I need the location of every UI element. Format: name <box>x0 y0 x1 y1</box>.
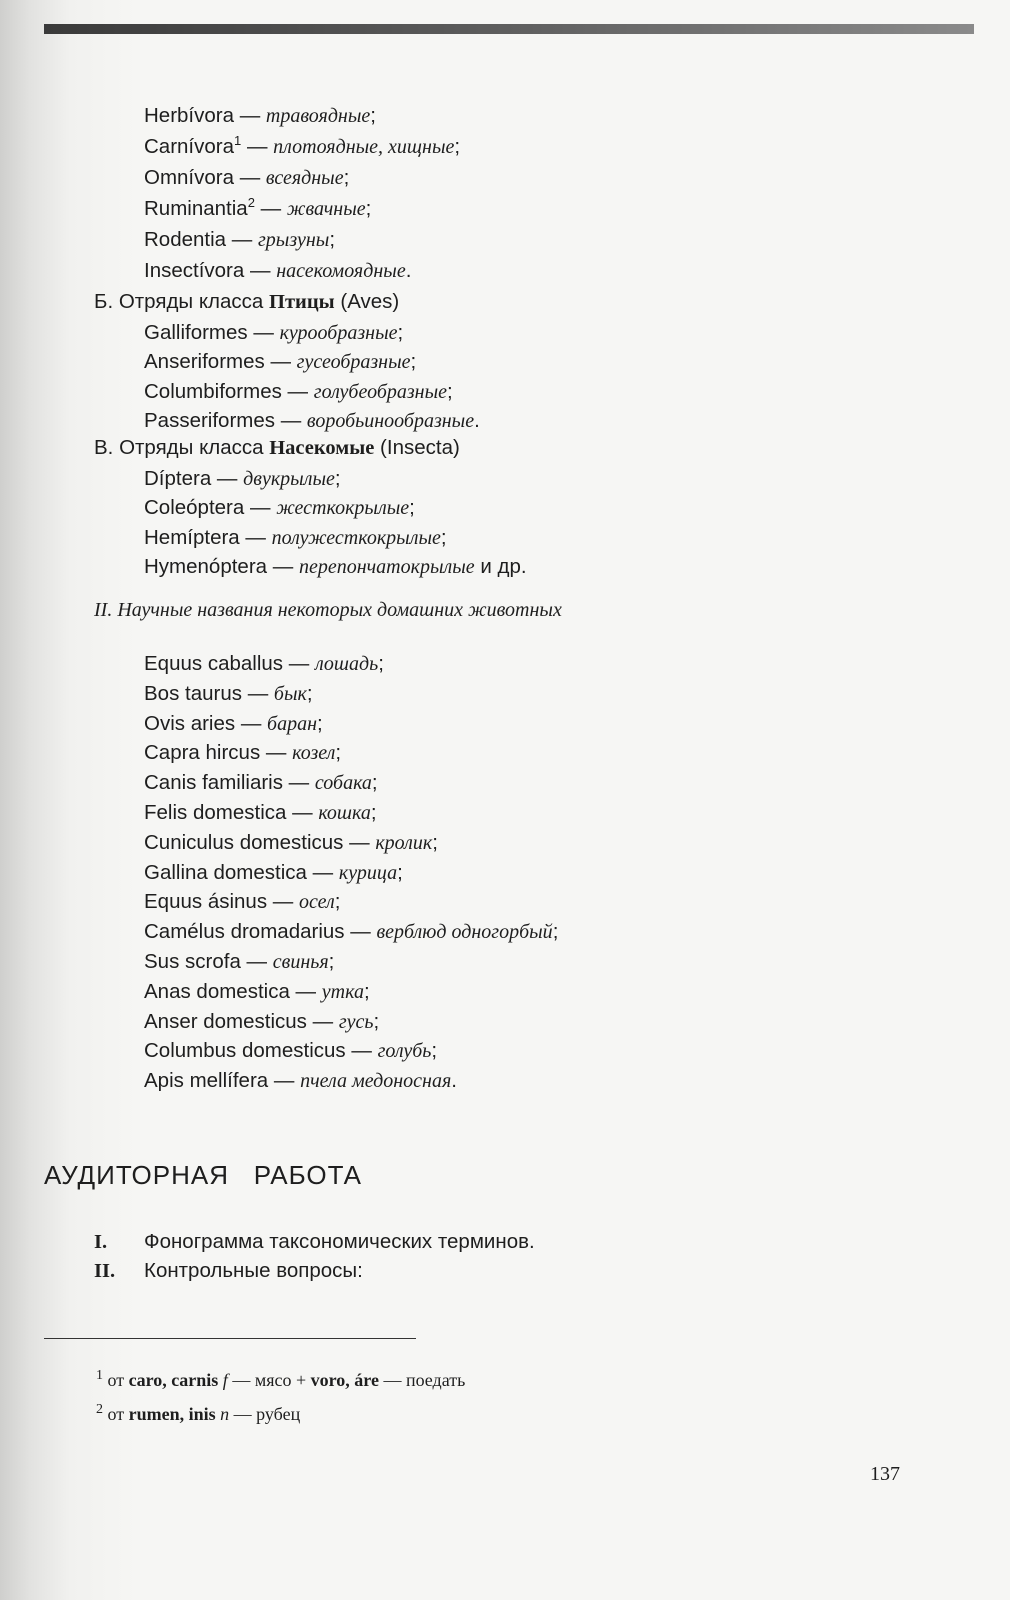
domestic-animal-item <box>144 801 377 825</box>
bird-order-punctuation: . <box>474 408 480 432</box>
mammal-order-item <box>144 228 335 252</box>
domestic-animal-item <box>144 741 341 765</box>
mammal-order-dash: — <box>254 197 287 220</box>
footnote-1 <box>96 1370 465 1391</box>
domestic-animal-dash: — <box>306 1009 339 1033</box>
footnote-2 <box>96 1404 300 1425</box>
bird-order-russian-name: курообразные <box>279 322 398 344</box>
domestic-animal-dash: — <box>260 741 293 765</box>
domestic-animal-dash: — <box>268 1069 301 1093</box>
domestic-heading: II. Научные названия некоторых домашних животных <box>94 599 562 621</box>
domestic-animal-dash: — <box>345 1039 378 1063</box>
domestic-animal-punctuation: ; <box>378 652 384 675</box>
domestic-animal-punctuation: . <box>451 1069 457 1093</box>
mammal-order-item <box>144 104 376 128</box>
birds-heading <box>94 290 399 314</box>
insect-order-russian-name: жесткокрылые <box>276 497 410 520</box>
domestic-animal-russian-name: козел <box>292 742 336 765</box>
insect-order-item <box>144 526 447 550</box>
domestic-animal-punctuation: ; <box>328 950 335 973</box>
mammal-order-latin-name: Insectívora <box>144 259 245 282</box>
mammal-order-dash: — <box>244 259 277 282</box>
insect-order-russian-name: перепончатокрылые <box>298 555 475 578</box>
bird-order-russian-name: голубеобразные <box>313 380 448 403</box>
section-item-2-text: Контрольные вопросы: <box>144 1259 363 1282</box>
domestic-animal-item <box>144 712 323 736</box>
domestic-animal-russian-name: кошка <box>318 802 371 824</box>
domestic-animal-latin-name: Apis mellífera <box>144 1069 269 1093</box>
insect-order-latin-name: Coleóptera <box>144 496 245 520</box>
insect-order-latin-name: Hymenóptera <box>144 554 268 578</box>
insect-order-punctuation: ; <box>409 496 415 520</box>
domestic-animal-punctuation: ; <box>370 801 377 824</box>
insects-heading <box>94 436 460 460</box>
section-item-2 <box>94 1259 363 1283</box>
section-item-2-num: II. <box>94 1260 116 1282</box>
mammal-order-latin-name: Herbívora <box>144 104 235 127</box>
mammal-order-dash: — <box>234 166 266 189</box>
section-item-1 <box>94 1230 535 1254</box>
insect-order-item <box>144 496 415 520</box>
mammal-order-item <box>144 197 371 221</box>
mammal-order-dash: — <box>241 135 274 158</box>
bird-order-dash: — <box>281 379 314 403</box>
domestic-animal-item <box>144 890 340 914</box>
mammal-order-russian-name: жвачные <box>286 198 366 220</box>
domestic-animal-punctuation: ; <box>306 681 313 705</box>
domestic-animal-latin-name: Sus scrofa <box>144 950 241 973</box>
bird-order-punctuation: ; <box>397 321 404 344</box>
bird-order-dash: — <box>275 408 307 432</box>
domestic-animal-latin-name: Columbus domesticus <box>144 1039 346 1063</box>
insect-order-dash: — <box>267 554 299 578</box>
section-item-1-num: I. <box>94 1231 108 1253</box>
footnote-1-rest: — мясо + <box>227 1370 311 1390</box>
domestic-animal-latin-name: Camélus dromadarius <box>144 920 345 944</box>
insect-order-dash: — <box>239 525 272 549</box>
domestic-animal-latin-name: Equus ásinus <box>144 890 268 914</box>
footnote-1-term2: voro, áre <box>310 1370 379 1390</box>
domestic-animal-latin-name: Bos taurus <box>144 681 242 705</box>
bird-order-latin-name: Passeriformes <box>144 408 276 432</box>
domestic-animal-item <box>144 950 334 974</box>
domestic-animal-dash: — <box>283 652 315 675</box>
domestic-animal-punctuation: ; <box>552 920 559 944</box>
domestic-animal-dash: — <box>282 771 315 795</box>
section-item-1-text: Фонограмма таксономических терминов. <box>144 1230 535 1253</box>
footnote-2-term: rumen, inis <box>128 1404 216 1424</box>
insect-order-item <box>144 555 527 579</box>
domestic-animal-dash: — <box>286 801 319 824</box>
mammal-order-item <box>144 166 349 190</box>
domestic-animal-latin-name: Cuniculus domesticus <box>144 830 344 854</box>
domestic-animal-item <box>144 861 403 885</box>
domestic-animal-russian-name: утка <box>321 980 364 1003</box>
footnote-1-rest2: — поедать <box>378 1370 466 1390</box>
birds-heading-suffix: (Aves) <box>334 290 400 313</box>
domestic-animal-item <box>144 682 313 706</box>
mammal-order-punctuation: ; <box>343 166 350 189</box>
bird-order-punctuation: ; <box>447 379 453 403</box>
domestic-animal-russian-name: гусь <box>338 1010 374 1033</box>
domestic-animal-item <box>144 980 370 1004</box>
domestic-animal-punctuation: ; <box>334 890 341 914</box>
insects-heading-prefix: В. Отряды класса <box>94 436 270 459</box>
domestic-animal-latin-name: Anser domesticus <box>144 1009 307 1033</box>
bird-order-russian-name: гусеобразные <box>296 351 411 374</box>
mammal-order-punctuation: ; <box>365 197 372 220</box>
domestic-animal-russian-name: собака <box>314 772 372 795</box>
domestic-animal-dash: — <box>306 860 339 884</box>
domestic-animal-russian-name: курица <box>338 861 398 884</box>
domestic-animal-item <box>144 920 558 944</box>
mammal-order-footnote-mark: 1 <box>234 133 242 149</box>
domestic-animal-russian-name: баран <box>267 712 318 735</box>
insect-order-russian-name: двукрылые <box>243 468 335 490</box>
domestic-animal-latin-name: Ovis aries <box>144 711 236 735</box>
insects-heading-suffix: (Insecta) <box>374 436 460 459</box>
domestic-animal-item <box>144 652 384 676</box>
mammal-order-punctuation: ; <box>454 135 461 158</box>
domestic-animal-dash: — <box>343 830 376 854</box>
bird-order-dash: — <box>264 350 297 374</box>
mammal-order-dash: — <box>234 104 266 127</box>
domestic-animal-punctuation: ; <box>431 1039 438 1063</box>
insect-order-latin-name: Hemíptera <box>144 525 240 549</box>
bird-order-item <box>144 409 480 433</box>
insect-order-dash: — <box>211 467 244 490</box>
mammal-order-russian-name: всеядные <box>265 167 344 189</box>
mammal-order-item <box>144 259 411 283</box>
mammal-order-punctuation: ; <box>329 228 336 251</box>
domestic-animal-punctuation: ; <box>371 771 378 795</box>
footnote-1-term: caro, carnis <box>128 1370 219 1390</box>
insect-order-punctuation: и др. <box>474 554 527 578</box>
footnote-2-rest: — рубец <box>229 1404 301 1424</box>
footnote-2-pre: от <box>103 1404 129 1424</box>
top-border-bar <box>44 24 974 34</box>
insect-order-dash: — <box>244 496 277 520</box>
domestic-animal-russian-name: осел <box>299 891 335 914</box>
birds-heading-bold: Птицы <box>269 291 335 313</box>
bird-order-latin-name: Columbiformes <box>144 379 282 403</box>
footnote-2-gender: n <box>215 1404 230 1424</box>
mammal-order-latin-name: Omnívora <box>144 166 234 189</box>
domestic-animal-dash: — <box>240 950 273 973</box>
domestic-animal-russian-name: кролик <box>375 831 433 854</box>
mammal-order-latin-name: Rodentia <box>144 228 227 251</box>
domestic-animal-item <box>144 1039 437 1063</box>
domestic-animal-russian-name: бык <box>273 682 307 705</box>
domestic-animal-latin-name: Equus caballus <box>144 652 284 675</box>
domestic-animal-dash: — <box>242 681 274 705</box>
domestic-animal-latin-name: Canis familiaris <box>144 771 283 795</box>
section-title: АУДИТОРНАЯ РАБОТА <box>44 1160 362 1190</box>
domestic-animal-item <box>144 1010 379 1034</box>
page-number: 137 <box>870 1463 900 1485</box>
mammal-order-russian-name: травоядные <box>265 105 371 127</box>
domestic-animal-item <box>144 1069 457 1093</box>
domestic-animal-item <box>144 831 438 855</box>
bird-order-dash: — <box>247 321 280 344</box>
domestic-animal-latin-name: Gallina domestica <box>144 860 307 884</box>
mammal-order-russian-name: грызуны <box>257 229 330 251</box>
domestic-animal-punctuation: ; <box>335 741 342 765</box>
mammal-order-punctuation: . <box>405 259 412 282</box>
domestic-animal-punctuation: ; <box>317 711 323 735</box>
insects-heading-bold: Насекомые <box>269 437 375 459</box>
bird-order-russian-name: воробьинообразные <box>306 409 475 432</box>
insect-order-item <box>144 467 341 491</box>
bird-order-item <box>144 380 453 404</box>
mammal-order-punctuation: ; <box>370 104 376 127</box>
insect-order-punctuation: ; <box>440 525 447 549</box>
bird-order-item <box>144 321 403 345</box>
insect-order-latin-name: Díptera <box>144 467 212 490</box>
domestic-animal-latin-name: Capra hircus <box>144 741 261 765</box>
mammal-order-latin-name: Carnívora <box>144 135 235 158</box>
mammal-order-item <box>144 135 460 159</box>
bird-order-latin-name: Galliformes <box>144 321 248 344</box>
footnote-1-gender: f <box>218 1370 228 1390</box>
footnote-2-num: 2 <box>96 1402 103 1417</box>
bird-order-item <box>144 350 416 374</box>
footnote-1-pre: от <box>103 1370 129 1390</box>
domestic-animal-dash: — <box>267 890 299 914</box>
domestic-animal-russian-name: верблюд одногорбый <box>376 921 553 944</box>
domestic-animal-russian-name: голубь <box>377 1040 432 1063</box>
domestic-animal-dash: — <box>289 979 322 1003</box>
mammal-order-footnote-mark: 2 <box>247 195 255 211</box>
domestic-animal-punctuation: ; <box>397 860 403 884</box>
footnote-rule <box>44 1338 416 1339</box>
birds-heading-prefix: Б. Отряды класса <box>94 290 270 313</box>
domestic-animal-russian-name: свинья <box>272 951 329 973</box>
insect-order-russian-name: полужесткокрылые <box>271 526 441 549</box>
footnote-1-num: 1 <box>96 1368 103 1383</box>
insect-order-punctuation: ; <box>334 467 341 490</box>
mammal-order-dash: — <box>226 228 258 251</box>
bird-order-punctuation: ; <box>410 350 417 374</box>
bird-order-latin-name: Anseriformes <box>144 350 265 374</box>
domestic-animal-latin-name: Felis domestica <box>144 801 287 824</box>
domestic-animal-russian-name: пчела медоносная <box>300 1070 452 1093</box>
domestic-animal-punctuation: ; <box>432 830 438 854</box>
domestic-animal-item <box>144 771 378 795</box>
domestic-animal-punctuation: ; <box>373 1009 380 1033</box>
domestic-animal-punctuation: ; <box>363 979 370 1003</box>
mammal-order-russian-name: насекомоядные <box>276 260 406 282</box>
domestic-animal-latin-name: Anas domestica <box>144 979 290 1003</box>
domestic-animal-dash: — <box>235 711 268 735</box>
mammal-order-russian-name: плотоядные, хищные <box>273 136 455 158</box>
mammal-order-latin-name: Ruminantia <box>144 197 248 220</box>
domestic-animal-dash: — <box>344 920 377 944</box>
domestic-animal-russian-name: лошадь <box>314 653 379 675</box>
